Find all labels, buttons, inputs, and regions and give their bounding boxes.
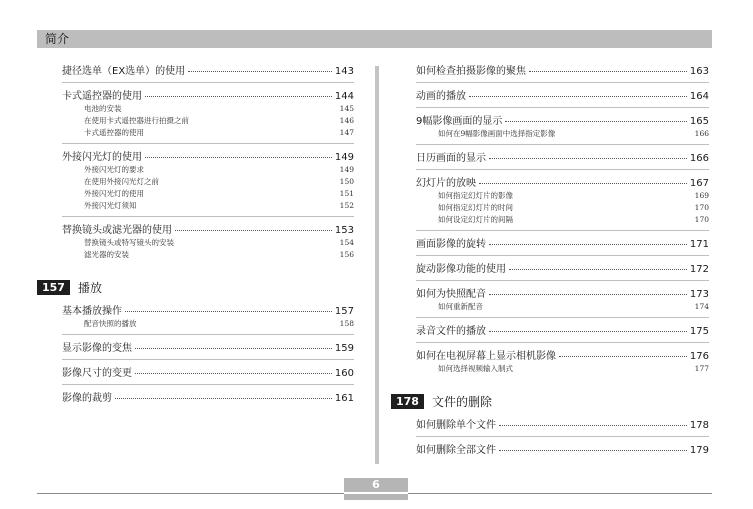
chapter-heading bbox=[42, 279, 354, 296]
toc-entry-page: 153 bbox=[334, 225, 354, 236]
toc-subentry[interactable] bbox=[62, 164, 354, 176]
toc-subentry-title: 如何指定幻灯片的时间 bbox=[438, 203, 513, 212]
toc-entry-page: 179 bbox=[689, 445, 709, 456]
toc-subentry-page: 147 bbox=[339, 128, 354, 137]
toc-entry-page: 167 bbox=[689, 178, 709, 189]
toc-subentry[interactable] bbox=[416, 202, 709, 214]
toc-entry-title: 如何在电视屏幕上显示相机影像 bbox=[416, 351, 556, 362]
toc-entry-title: 显示影像的变焦 bbox=[62, 343, 132, 354]
toc-entry[interactable] bbox=[416, 116, 709, 128]
toc-leader-dots bbox=[135, 373, 332, 374]
toc-subentry-page: 170 bbox=[694, 215, 709, 224]
toc-subentry[interactable] bbox=[416, 363, 709, 375]
toc-entry-title: 动画的播放 bbox=[416, 91, 466, 102]
toc-subentry[interactable] bbox=[62, 237, 354, 249]
toc-entry-title: 幻灯片的放映 bbox=[416, 178, 476, 189]
toc-separator bbox=[416, 436, 709, 437]
toc-subentry[interactable] bbox=[62, 200, 354, 212]
toc-separator bbox=[416, 144, 709, 145]
toc-entry-page: 164 bbox=[689, 91, 709, 102]
toc-leader-dots bbox=[469, 96, 687, 97]
toc-leader-dots bbox=[188, 71, 332, 72]
toc-entry-title: 基本播放操作 bbox=[62, 306, 122, 317]
toc-leader-dots bbox=[505, 121, 687, 122]
toc-entry[interactable] bbox=[62, 306, 354, 318]
toc-leader-dots bbox=[145, 157, 332, 158]
toc-subentry-page: 145 bbox=[339, 104, 354, 113]
toc-subentry-page: 154 bbox=[339, 238, 354, 247]
toc-subentry-page: 177 bbox=[694, 364, 709, 373]
toc-entry[interactable] bbox=[416, 239, 709, 251]
toc-leader-dots bbox=[125, 311, 332, 312]
toc-entry[interactable] bbox=[416, 420, 709, 432]
toc-entry[interactable] bbox=[62, 393, 354, 405]
toc-subentry-title: 如何设定幻灯片的间隔 bbox=[438, 215, 513, 224]
toc-leader-dots bbox=[489, 294, 687, 295]
toc-entry[interactable] bbox=[416, 445, 709, 457]
toc-entry-title: 外接闪光灯的使用 bbox=[62, 152, 142, 163]
toc-separator bbox=[416, 107, 709, 108]
toc-entry-page: 176 bbox=[689, 351, 709, 362]
toc-separator bbox=[62, 359, 354, 360]
toc-subentry[interactable] bbox=[62, 318, 354, 330]
toc-subentry-title: 在使用卡式遥控器进行拍摄之前 bbox=[84, 116, 189, 125]
toc-entry-page: 160 bbox=[334, 368, 354, 379]
toc-leader-dots bbox=[509, 269, 687, 270]
toc-leader-dots bbox=[559, 356, 687, 357]
toc-entry-title: 画面影像的旋转 bbox=[416, 239, 486, 250]
toc-subentry-page: 156 bbox=[339, 250, 354, 259]
toc-subentry-title: 替换镜头或特写镜头的安装 bbox=[84, 238, 174, 247]
toc-entry-title: 如何删除单个文件 bbox=[416, 420, 496, 431]
toc-subentry-page: 166 bbox=[694, 129, 709, 138]
toc-subentry-title: 如何指定幻灯片的影像 bbox=[438, 191, 513, 200]
toc-entry[interactable] bbox=[62, 343, 354, 355]
toc-leader-dots bbox=[175, 230, 332, 231]
toc-entry-page: 159 bbox=[334, 343, 354, 354]
toc-subentry[interactable] bbox=[62, 188, 354, 200]
toc-entry-title: 9幅影像画面的显示 bbox=[416, 116, 503, 127]
chapter-page-number: 157 bbox=[37, 280, 70, 295]
toc-leader-dots bbox=[499, 450, 687, 451]
toc-subentry-title: 滤光器的安装 bbox=[84, 250, 129, 259]
toc-entry-page: 175 bbox=[689, 326, 709, 337]
toc-entry[interactable] bbox=[416, 289, 709, 301]
toc-leader-dots bbox=[489, 244, 687, 245]
toc-entry[interactable] bbox=[62, 225, 354, 237]
toc-entry[interactable] bbox=[416, 153, 709, 165]
toc-leader-dots bbox=[479, 183, 687, 184]
chapter-title: 播放 bbox=[77, 281, 102, 295]
toc-subentry-page: 170 bbox=[694, 203, 709, 212]
toc-leader-dots bbox=[529, 71, 687, 72]
toc-entry-page: 161 bbox=[334, 393, 354, 404]
toc-subentry[interactable] bbox=[62, 115, 354, 127]
toc-separator bbox=[416, 255, 709, 256]
toc-entry-title: 旋动影像功能的使用 bbox=[416, 264, 506, 275]
toc-subentry-title: 外接闪光灯须知 bbox=[84, 201, 137, 210]
toc-subentry-title: 在使用外接闪光灯之前 bbox=[84, 177, 159, 186]
toc-entry[interactable] bbox=[416, 178, 709, 190]
toc-separator bbox=[416, 230, 709, 231]
toc-entry-title: 卡式遥控器的使用 bbox=[62, 91, 142, 102]
toc-separator bbox=[62, 216, 354, 217]
toc-entry-title: 如何为快照配音 bbox=[416, 289, 486, 300]
toc-entry-title: 录音文件的播放 bbox=[416, 326, 486, 337]
toc-subentry[interactable] bbox=[416, 190, 709, 202]
toc-leader-dots bbox=[489, 331, 687, 332]
footer-rule-right bbox=[408, 493, 712, 494]
toc-subentry-title: 卡式遥控器的使用 bbox=[84, 128, 144, 137]
toc-leader-dots bbox=[499, 425, 687, 426]
toc-entry-page: 163 bbox=[689, 66, 709, 77]
toc-entry-title: 影像尺寸的变更 bbox=[62, 368, 132, 379]
toc-entry[interactable] bbox=[416, 264, 709, 276]
toc-subentry[interactable] bbox=[416, 214, 709, 226]
toc-leader-dots bbox=[145, 96, 332, 97]
toc-entry-title: 如何删除全部文件 bbox=[416, 445, 496, 456]
section-title: 简介 bbox=[45, 32, 70, 46]
toc-right-column bbox=[396, 58, 709, 457]
toc-entry[interactable] bbox=[416, 351, 709, 363]
toc-separator bbox=[416, 342, 709, 343]
toc-subentry-page: 174 bbox=[694, 302, 709, 311]
toc-subentry-title: 如何选择视频输入制式 bbox=[438, 364, 513, 373]
page-number: 6 bbox=[344, 478, 408, 492]
toc-entry-page: 166 bbox=[689, 153, 709, 164]
toc-subentry[interactable] bbox=[416, 301, 709, 313]
toc-subentry-title: 外接闪光灯的要求 bbox=[84, 165, 144, 174]
toc-entry[interactable] bbox=[62, 66, 354, 78]
toc-subentry-page: 151 bbox=[339, 189, 354, 198]
toc-entry-title: 影像的裁剪 bbox=[62, 393, 112, 404]
toc-entry-page: 178 bbox=[689, 420, 709, 431]
toc-separator bbox=[416, 82, 709, 83]
toc-entry-title: 如何检查拍摄影像的聚焦 bbox=[416, 66, 526, 77]
toc-separator bbox=[62, 384, 354, 385]
toc-subentry-title: 电池的安装 bbox=[84, 104, 122, 113]
toc-entry-page: 173 bbox=[689, 289, 709, 300]
toc-leader-dots bbox=[135, 348, 332, 349]
toc-left-column bbox=[42, 58, 354, 405]
toc-entry[interactable] bbox=[62, 152, 354, 164]
toc-subentry-page: 146 bbox=[339, 116, 354, 125]
toc-separator bbox=[62, 143, 354, 144]
column-divider bbox=[375, 66, 379, 464]
toc-entry[interactable] bbox=[416, 326, 709, 338]
toc-separator bbox=[416, 317, 709, 318]
toc-entry-title: 替换镜头或滤光器的使用 bbox=[62, 225, 172, 236]
toc-subentry[interactable] bbox=[62, 249, 354, 261]
toc-entry-page: 149 bbox=[334, 152, 354, 163]
page-number-tab bbox=[344, 494, 408, 500]
toc-leader-dots bbox=[489, 158, 687, 159]
toc-separator bbox=[416, 280, 709, 281]
toc-separator bbox=[416, 169, 709, 170]
chapter-heading bbox=[396, 393, 709, 410]
toc-subentry[interactable] bbox=[62, 176, 354, 188]
toc-entry-page: 144 bbox=[334, 91, 354, 102]
toc-entry[interactable] bbox=[416, 66, 709, 78]
section-header-bar bbox=[37, 30, 712, 48]
toc-subentry-title: 配音快照的播放 bbox=[84, 319, 137, 328]
toc-subentry[interactable] bbox=[62, 103, 354, 115]
toc-subentry-page: 158 bbox=[339, 319, 354, 328]
chapter-page-number: 178 bbox=[391, 394, 424, 409]
toc-subentry-title: 如何在9幅影像画面中选择指定影像 bbox=[438, 129, 556, 138]
footer-rule-left bbox=[37, 493, 344, 494]
toc-entry[interactable] bbox=[62, 368, 354, 380]
toc-entry[interactable] bbox=[416, 91, 709, 103]
toc-entry[interactable] bbox=[62, 91, 354, 103]
toc-subentry-title: 如何重新配音 bbox=[438, 302, 483, 311]
chapter-title: 文件的删除 bbox=[431, 395, 492, 409]
toc-leader-dots bbox=[115, 398, 332, 399]
toc-entry-page: 165 bbox=[689, 116, 709, 127]
toc-entry-title: 日历画面的显示 bbox=[416, 153, 486, 164]
toc-subentry-page: 169 bbox=[694, 191, 709, 200]
toc-subentry-title: 外接闪光灯的使用 bbox=[84, 189, 144, 198]
toc-separator bbox=[62, 82, 354, 83]
toc-subentry[interactable] bbox=[416, 128, 709, 140]
toc-entry-page: 171 bbox=[689, 239, 709, 250]
toc-separator bbox=[62, 334, 354, 335]
toc-entry-page: 143 bbox=[334, 66, 354, 77]
toc-subentry-page: 149 bbox=[339, 165, 354, 174]
toc-entry-title: 捷径选单（EX选单）的使用 bbox=[62, 66, 186, 77]
toc-subentry-page: 152 bbox=[339, 201, 354, 210]
toc-subentry-page: 150 bbox=[339, 177, 354, 186]
toc-subentry[interactable] bbox=[62, 127, 354, 139]
toc-entry-page: 172 bbox=[689, 264, 709, 275]
toc-entry-page: 157 bbox=[334, 306, 354, 317]
